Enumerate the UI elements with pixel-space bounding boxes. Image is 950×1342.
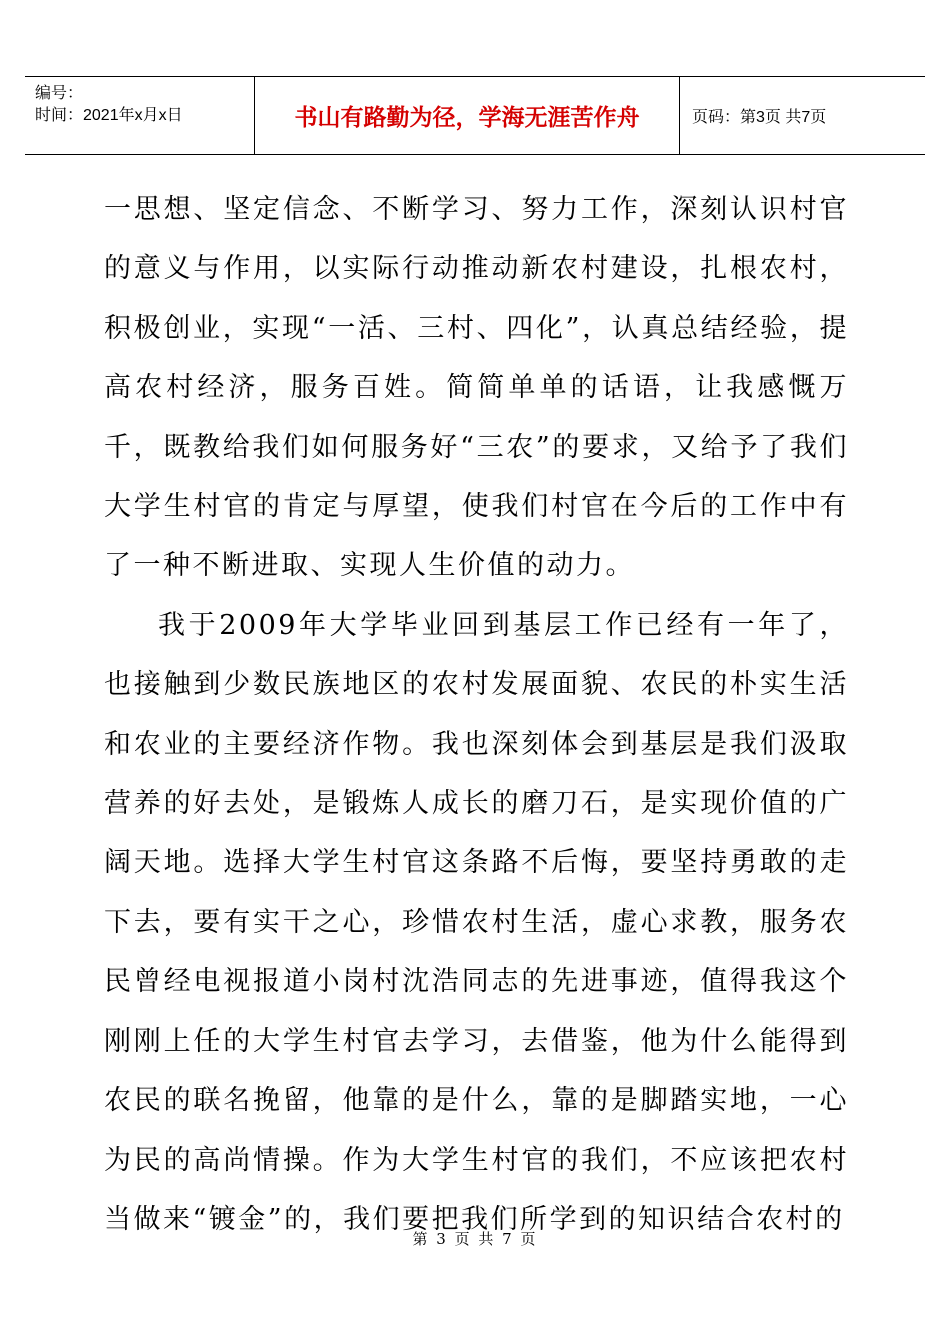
header-motto-cell (255, 77, 680, 154)
document-time-label: 时间：2021年x月x日 (35, 107, 183, 124)
header-page-info-cell (680, 77, 925, 154)
page-footer: 第 3 页 共 7 页 (412, 1230, 538, 1248)
body-paragraph-2: 我于2009年大学毕业回到基层工作已经有一年了，也接触到少数民族地区的农村发展面貌、农民的朴实生活和农业的主要经济作物。我也深刻体会到基层是我们汲取营养的好去处，是锻炼人成长的磨刀石，是实现价值的广阔天地。选择大学生村官这条路不后悔，要坚持勇敢的走下去，要有实干之心，珍惜农村生活，虚心求教，服务农民曾经电视报道小岗村沈浩同志的先进事迹，值得我这个刚刚上任的大学生村官去学习，去借鉴，他为什么能得到农民的联名挽留，他靠的是什么，靠的是脚踏实地，一心为民的高尚情操。作为大学生村官的我们，不应该把农村当做来“镀金”的，我们要把我们所学到的知识结合农村的 (104, 609, 849, 1235)
document-body (104, 180, 849, 1249)
header-meta-cell (25, 77, 255, 154)
document-number-label: 编号： (35, 85, 84, 102)
body-paragraph-1: 一思想、坚定信念、不断学习、努力工作，深刻认识村官的意义与作用，以实际行动推动新农村建设，扎根农村，积极创业，实现“一活、三村、四化”，认真总结经验，提高农村经济，服务百姓。简简单单的话语，让我感慨万千，既教给我们如何服务好“三农”的要求，又给予了我们大学生村官的肯定与厚望，使我们村官在今后的工作中有了一种不断进取、实现人生价值的动力。 (104, 194, 849, 582)
header-table (25, 76, 925, 155)
header-motto: 书山有路勤为径，学海无涯苦作舟 (294, 105, 640, 131)
header-page-info: 页码：第3页 共7页 (692, 109, 827, 126)
